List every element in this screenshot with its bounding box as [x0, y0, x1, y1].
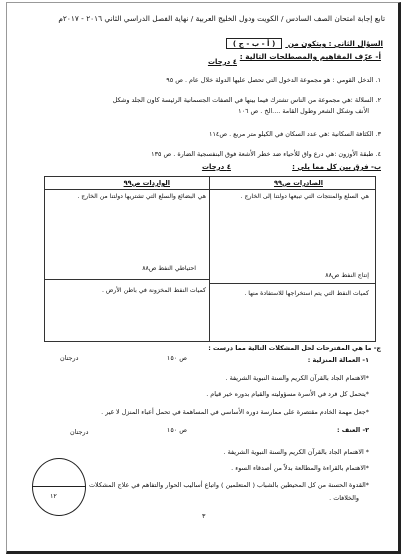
problem-2-item-3-cont: والخلافات .	[329, 494, 359, 502]
definition-2-cont: الأنف وشكل الشعر وطول القامة ....الخ . ص ١٠٦	[238, 107, 369, 115]
problem-2-title: ٢- العنف :	[337, 426, 369, 434]
part-a-title: أ- عرّف المفاهيم والمصطلحات التالية :	[239, 52, 381, 61]
part-c-title: ج- ما هي المقترحات لحل المشكلات التالية مما درست :	[208, 344, 381, 352]
oil-reserve-definition: كميات النفط المخزونة في باطن الأرض .	[101, 287, 206, 294]
section-title-text: السؤال الثاني : ويتكون من	[287, 39, 383, 48]
score-value: ١٢	[50, 492, 57, 500]
problem-1-item-3: *جعل مهمة الخادم مقتصرة على ممارسة دوره الأساسي في المساهمة في تحمل أعباء المنزل لا غير .	[101, 408, 369, 416]
score-oval	[32, 458, 86, 516]
part-a-degrees: ٤ درجات	[207, 58, 237, 66]
problem-1-item-1: *الاهتمام الجاد بالقرآن الكريم والسنة النبوية الشريفة .	[225, 374, 369, 382]
imports-header: الواردات ص٩٩	[123, 179, 170, 187]
table-col-exports	[209, 177, 375, 341]
problem-2-page: ص ١٥٠	[166, 426, 187, 434]
problem-1-degrees: درجتان	[60, 354, 79, 362]
problem-1-item-2: *يتحمل كل فرد في الأسرة مسؤوليته والقيام بدوره خير قيام .	[206, 390, 369, 398]
problem-1-title: ١- العمالة المنزلية :	[307, 356, 369, 364]
part-b-title: ب- فرق بين كل مما يلي :	[292, 163, 381, 171]
oil-reserve-header: احتياطي النفط ص٨٨	[142, 265, 196, 272]
exports-definition: هي السلع والمنتجات التي تبيعها دولتنا إلى الخارج .	[240, 193, 369, 200]
imports-definition: هي البضائع والسلع التي تشتريها دولتنا من الخارج .	[77, 193, 206, 200]
problem-2-item-2: *الاهتمام بالقراءة والمطالعة بدلاً من أصدقاء السوء .	[231, 464, 369, 472]
section-parts: ( أ - ب - ج )	[226, 38, 282, 49]
problem-2-item-1: * الاهتمام الجاد بالقرآن الكريم والسنة النبوية الشريفة .	[223, 448, 369, 456]
exports-header: الصادرات ص٩٩	[273, 179, 323, 187]
part-b-degrees: ٤ درجات	[201, 163, 231, 171]
page-header: تابع إجابة امتحان الصف السادس / الكويت ودول الخليج العربية / نهاية الفصل الدراسي الثاني ٢٠١٦ - ٢٠١٧م	[58, 14, 385, 23]
definition-2: ٢. السلالة :هي مجموعة من الناس تشترك فيما بينها في الصفات الجسمانية الرئيسة كاون الجلد وشكل	[112, 96, 381, 104]
score-oval-divider	[32, 486, 86, 487]
oil-production-definition: كميات النفط التي يتم استخراجها للاستفادة منها .	[244, 290, 369, 297]
section-title	[226, 38, 383, 49]
problem-2-item-3: *القدوة الحسنة من كل المحيطين بالشباب ( المتعلمين ) واتباع أساليب الحوار والتفاهم في علاج المشكلات	[89, 481, 369, 489]
problem-2-degrees: درجتان	[70, 428, 89, 436]
oil-production-header: إنتاج النفط ص٨٨	[325, 272, 369, 279]
problem-1-page: ص ١٥٠	[166, 354, 187, 362]
comparison-table	[44, 176, 376, 342]
definition-3: ٣. الكثافة السكانية :هي عدد السكان في الكيلو متر مربع . ص١١٤	[209, 130, 381, 138]
page-number: ٣	[202, 512, 206, 520]
definition-4: ٤. طبقة الأوزون :هي درع واق للأحياء ضد خطر الأشعة فوق البنفسجية الضارة . ص ١٣٥	[151, 150, 381, 158]
table-col-imports	[45, 177, 210, 341]
definition-1: ١. الدخل القومي : هو مجموعة الدخول التي تحصل عليها الدولة خلال عام . ص ٩٥	[166, 76, 381, 84]
